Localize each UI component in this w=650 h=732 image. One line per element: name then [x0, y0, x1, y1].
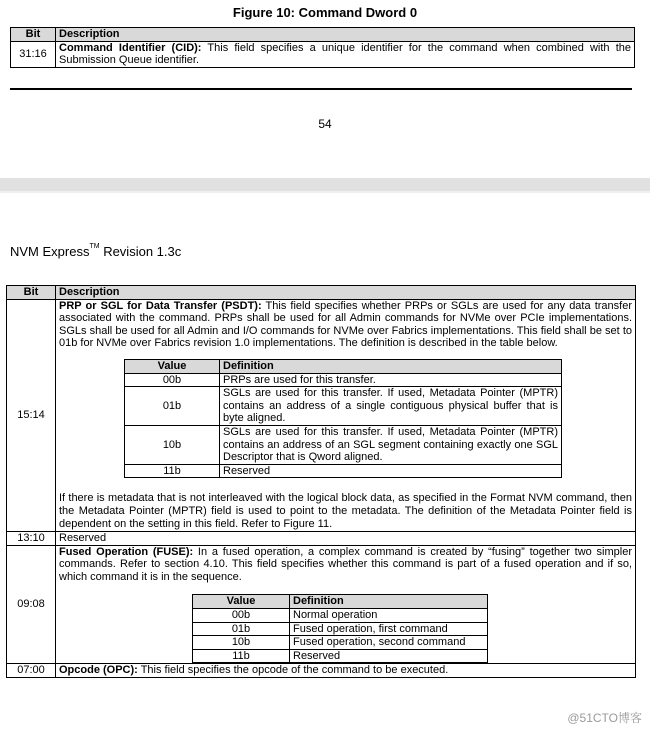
- description-cell: [56, 299, 636, 532]
- field-text: This field specifies a unique identifier for the command when combined with the Submission Queue identifier.: [59, 41, 631, 67]
- bit-cell: 13:10: [7, 532, 56, 546]
- command-dword0-table: [6, 285, 636, 678]
- bit-cell: 31:16: [11, 41, 56, 67]
- field-title: Opcode (OPC):: [59, 664, 138, 677]
- field-title: PRP or SGL for Data Transfer (PSDT):: [59, 299, 262, 312]
- description-cell: [56, 545, 636, 664]
- definition-cell: Fused operation, first command: [290, 622, 488, 636]
- description-cell: [56, 664, 636, 678]
- table-row: [193, 649, 488, 663]
- definition-cell: Normal operation: [290, 609, 488, 623]
- table-row: [125, 425, 562, 464]
- header-prefix: NVM Express: [10, 244, 90, 259]
- page-gap: [0, 178, 650, 191]
- value-cell: 10b: [193, 636, 290, 650]
- table-row: [125, 387, 562, 426]
- table-row: [125, 464, 562, 478]
- table-row-psdt: [7, 299, 636, 532]
- value-cell: 01b: [193, 622, 290, 636]
- table-row: [193, 636, 488, 650]
- table-row: [125, 373, 562, 387]
- watermark: @51CTO博客: [567, 711, 642, 725]
- description-header: Description: [56, 286, 636, 300]
- definition-cell: Reserved: [220, 464, 562, 478]
- value-cell: 11b: [125, 464, 220, 478]
- figure-title: Figure 10: Command Dword 0: [232, 5, 418, 20]
- fuse-value-table: [192, 594, 488, 663]
- page-gap-shadow: [0, 191, 650, 193]
- bit-cell: 15:14: [7, 299, 56, 532]
- value-header: Value: [193, 595, 290, 609]
- value-cell: 01b: [125, 387, 220, 426]
- bit-cell: 07:00: [7, 664, 56, 678]
- value-cell: 11b: [193, 649, 290, 663]
- definition-cell: Fused operation, second command: [290, 636, 488, 650]
- bit-header: Bit: [11, 28, 56, 42]
- page-number: 54: [318, 117, 332, 131]
- field-title: Command Identifier (CID):: [59, 41, 202, 54]
- trademark-mark: TM: [89, 243, 100, 250]
- definition-header: Definition: [290, 595, 488, 609]
- table-row: [193, 609, 488, 623]
- table-row: [11, 41, 635, 67]
- definition-cell: SGLs are used for this transfer. If used, Metadata Pointer (MPTR) contains an address of an SGL segment containing exactly one SGL Descriptor that is Qword aligned.: [220, 425, 562, 464]
- command-dword0-table-top: [10, 27, 635, 68]
- definition-cell: SGLs are used for this transfer. If used, Metadata Pointer (MPTR) contains an address of a single contiguous physical buffer that is byte aligned.: [220, 387, 562, 426]
- value-cell: 00b: [193, 609, 290, 623]
- footer-rule: [10, 88, 632, 90]
- definition-cell: PRPs are used for this transfer.: [220, 373, 562, 387]
- header-suffix: Revision 1.3c: [99, 244, 182, 259]
- value-cell: 00b: [125, 373, 220, 387]
- running-header: [10, 244, 181, 259]
- definition-header: Definition: [220, 359, 562, 373]
- field-title: Fused Operation (FUSE):: [59, 545, 194, 558]
- value-cell: 10b: [125, 425, 220, 464]
- value-header: Value: [125, 359, 220, 373]
- definition-cell: Reserved: [290, 649, 488, 663]
- field-text: This field specifies whether PRPs or SGLs are used for any data transfer associated with the command. PRPs shall be used for all Admin commands for NVMe over PCIe implementations. SGLs shall be used for all Admin and I/O commands for NVMe over Fabrics implementations. This field shall be set to 01b for NVMe over Fabrics revision 1.0 implementations. The definition is described in the table below.: [59, 299, 632, 350]
- field-text: This field specifies the opcode of the command to be executed.: [137, 664, 449, 677]
- field-text: In a fused operation, a complex command is created by “fusing” together two simpler commands. Refer to section 4.10. This field specifies whether this command is part of a fused operation and if so, which command it is in the sequence.: [59, 545, 632, 583]
- bit-cell: 09:08: [7, 545, 56, 664]
- bit-header: Bit: [7, 286, 56, 300]
- table-row: [193, 622, 488, 636]
- description-cell: [56, 41, 635, 67]
- table-row-reserved: [7, 532, 636, 546]
- table-row-opc: [7, 664, 636, 678]
- table-row-fuse: [7, 545, 636, 664]
- field-after-text: If there is metadata that is not interleaved with the logical block data, as specified in the Format NVM command, then the Metadata Pointer (MPTR) field is used to point to the metadata. The definition of the Metadata Pointer field is dependent on the setting in this field. Refer to Figure 11.: [59, 492, 632, 530]
- description-cell: Reserved: [56, 532, 636, 546]
- description-header: Description: [56, 28, 635, 42]
- psdt-value-table: [124, 359, 562, 478]
